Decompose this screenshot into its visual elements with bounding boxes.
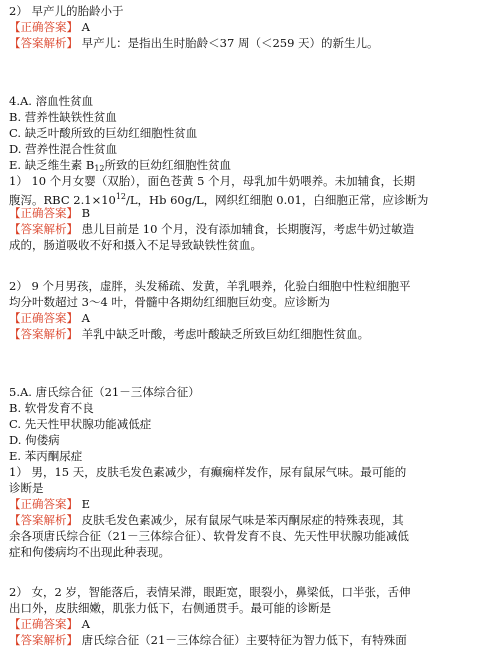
bracket-close: 】: [66, 617, 78, 631]
option-a: 4.A. 溶血性贫血: [9, 94, 94, 108]
answer-analysis-text-cont: 症和佝偻病均不出现此种表现。: [9, 545, 170, 559]
answer-analysis-row: [9, 326, 471, 342]
sub-question-1-stem-cont: 诊断是: [9, 481, 44, 495]
bracket-open: 【: [9, 513, 21, 527]
sub-question-2-stem-cont: 均分叶数超过 3～4 叶，骨髓中各期幼红细胞巨幼变。应诊断为: [9, 295, 330, 309]
correct-answer-label: 正确答案: [20, 617, 67, 631]
correct-answer-row: [9, 616, 471, 632]
bracket-close: 】: [66, 497, 78, 511]
stem-text-end: /L，Hb 60g/L，网织红细胞 0.01，白细胞正常，应诊断为: [126, 193, 429, 207]
option-c: C. 先天性甲状腺功能减低症: [9, 417, 152, 431]
option-e-text: E. 缺乏维生素 B: [9, 158, 95, 172]
option-e-text-end: 所致的巨幼红细胞性贫血: [104, 158, 231, 172]
answer-analysis-row: [9, 35, 471, 51]
correct-answer-row: [9, 19, 471, 35]
answer-analysis-text-cont: 余各项唐氏综合征（21－三体综合征）、软骨发育不良、先天性甲状腺功能减低: [9, 529, 409, 543]
bracket-open: 【: [9, 327, 21, 341]
answer-analysis-label: 答案解析: [20, 36, 67, 50]
answer-analysis-row: [9, 632, 471, 648]
correct-answer-value: A: [81, 20, 90, 34]
answer-analysis-text: 皮肤毛发色素减少，尿有鼠尿气味是苯丙酮尿症的特殊表现，其: [81, 513, 404, 527]
bracket-close: 】: [66, 327, 78, 341]
correct-answer-value: A: [81, 617, 90, 631]
bracket-close: 】: [66, 222, 78, 236]
bracket-close: 】: [66, 36, 78, 50]
correct-answer-row: [9, 310, 471, 326]
correct-answer-label: 正确答案: [20, 206, 67, 220]
bracket-close: 】: [66, 20, 78, 34]
sub-question-2-stem: 2） 9 个月男孩，虚胖，头发稀疏、发黄，羊乳喂养，化验白细胞中性粒细胞平: [9, 279, 411, 293]
answer-analysis-text-cont: 成的，肠道吸收不好和摄入不足导致缺铁性贫血。: [9, 238, 262, 252]
correct-answer-row: [9, 496, 471, 512]
correct-answer-label: 正确答案: [20, 311, 67, 325]
correct-answer-value: E: [81, 497, 91, 511]
answer-analysis-text: 羊乳中缺乏叶酸，考虑叶酸缺乏所致巨幼红细胞性贫血。: [81, 327, 370, 341]
answer-analysis-label: 答案解析: [20, 327, 67, 341]
sub-question-1-stem: 1） 10 个月女婴（双胎），面色苍黄 5 个月，母乳加牛奶喂养。未加辅食，长期: [9, 174, 416, 188]
answer-analysis-text: 早产儿：是指出生时胎龄＜37 周（＜259 天）的新生儿。: [81, 36, 379, 50]
sub-question-2-stem: 2） 女，2 岁，智能落后，表情呆滞，眼距宽，眼裂小，鼻梁低，口半张，舌伸: [9, 585, 411, 599]
bracket-close: 】: [66, 513, 78, 527]
correct-answer-label: 正确答案: [20, 20, 67, 34]
correct-answer-label: 正确答案: [20, 497, 67, 511]
stem-text: 腹泻。RBC 2.1×10: [9, 193, 116, 207]
bracket-open: 【: [9, 497, 21, 511]
option-b: B. 软骨发育不良: [9, 401, 94, 415]
bracket-open: 【: [9, 36, 21, 50]
answer-analysis-text: 患儿目前是 10 个月，没有添加辅食，长期腹泻，考虑牛奶过敏造: [81, 222, 415, 236]
answer-analysis-row: [9, 512, 471, 528]
bracket-open: 【: [9, 311, 21, 325]
sub-question-1-stem: 1） 男，15 天，皮肤毛发色素减少，有癫痫样发作，尿有鼠尿气味。最可能的: [9, 465, 407, 479]
answer-analysis-row: [9, 221, 471, 237]
bracket-open: 【: [9, 206, 21, 220]
answer-analysis-label: 答案解析: [20, 222, 67, 236]
correct-answer-row: [9, 205, 471, 221]
answer-analysis-text: 唐氏综合征（21－三体综合征）主要特征为智力低下，有特殊面: [81, 633, 407, 647]
sub-question-2-stem-cont: 出口外，皮肤细嫩，肌张力低下，右侧通贯手。最可能的诊断是: [9, 601, 331, 615]
correct-answer-value: B: [81, 206, 91, 220]
question-stem: 2） 早产儿的胎龄小于: [9, 4, 124, 18]
bracket-open: 【: [9, 633, 21, 647]
bracket-open: 【: [9, 617, 21, 631]
answer-analysis-label: 答案解析: [20, 633, 67, 647]
option-c: C. 缺乏叶酸所致的巨幼红细胞性贫血: [9, 126, 198, 140]
option-e: E. 苯丙酮尿症: [9, 449, 83, 463]
option-a: 5.A. 唐氏综合征（21－三体综合征）: [9, 385, 200, 399]
option-b: B. 营养性缺铁性贫血: [9, 110, 117, 124]
option-d: D. 佝偻病: [9, 433, 60, 447]
subscript: 12: [94, 164, 105, 173]
option-d: D. 营养性混合性贫血: [9, 142, 118, 156]
bracket-open: 【: [9, 20, 21, 34]
answer-analysis-label: 答案解析: [20, 513, 67, 527]
superscript: 12: [115, 192, 127, 201]
bracket-open: 【: [9, 222, 21, 236]
bracket-close: 】: [66, 206, 78, 220]
correct-answer-value: A: [81, 311, 90, 325]
bracket-close: 】: [66, 633, 78, 647]
bracket-close: 】: [66, 311, 78, 325]
